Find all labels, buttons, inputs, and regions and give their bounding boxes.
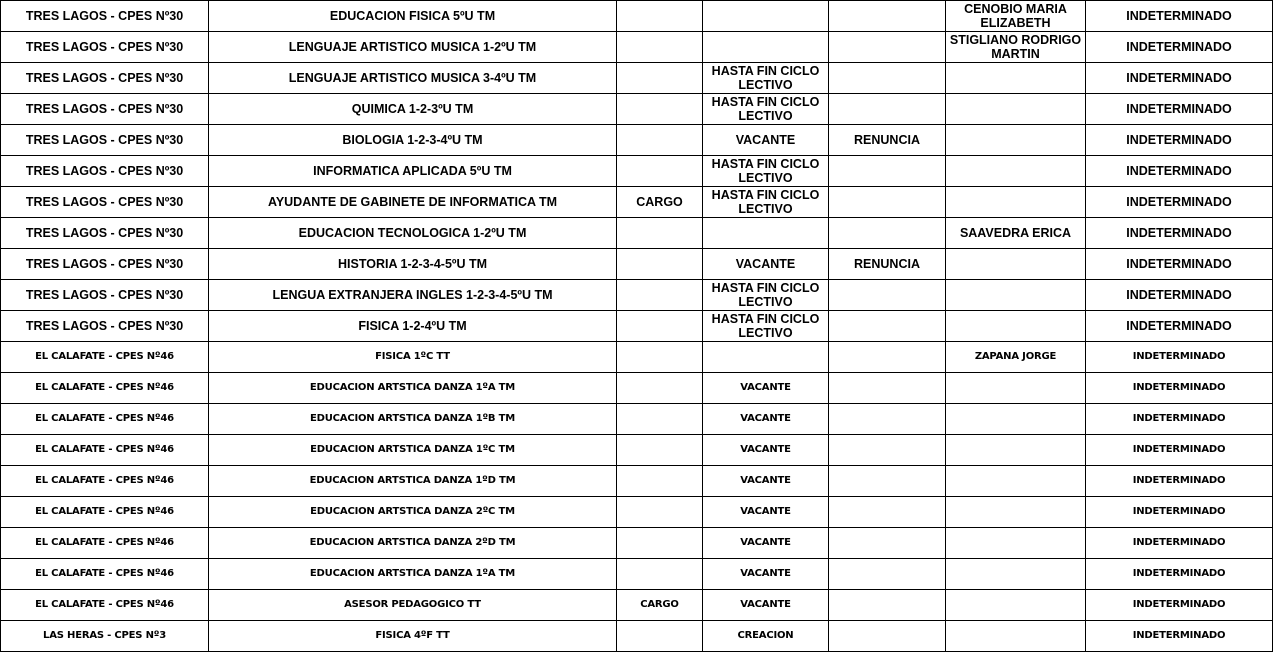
table-row xyxy=(1,559,1273,590)
school-cell: LAS HERAS - CPES Nº3 xyxy=(1,621,209,652)
table-row xyxy=(1,187,1273,218)
subject-cell: EDUCACION TECNOLOGICA 1-2ºU TM xyxy=(209,218,617,249)
table-row xyxy=(1,590,1273,621)
school-cell: EL CALAFATE - CPES Nº46 xyxy=(1,497,209,528)
subject-cell: QUIMICA 1-2-3ºU TM xyxy=(209,94,617,125)
table-row xyxy=(1,156,1273,187)
table-body xyxy=(1,1,1273,652)
reason-cell xyxy=(829,187,946,218)
type-cell: CARGO xyxy=(617,590,703,621)
subject-cell: EDUCACION ARTSTICA DANZA 2ºC TM xyxy=(209,497,617,528)
duration-cell: INDETERMINADO xyxy=(1086,63,1273,94)
reason-cell xyxy=(829,435,946,466)
subject-cell: FISICA 1ºC TT xyxy=(209,342,617,373)
status-cell: HASTA FIN CICLO LECTIVO xyxy=(703,156,829,187)
school-cell: TRES LAGOS - CPES Nº30 xyxy=(1,94,209,125)
duration-cell: INDETERMINADO xyxy=(1086,94,1273,125)
reason-cell xyxy=(829,373,946,404)
type-cell xyxy=(617,280,703,311)
reason-cell xyxy=(829,528,946,559)
duration-cell: INDETERMINADO xyxy=(1086,435,1273,466)
reason-cell: RENUNCIA xyxy=(829,249,946,280)
status-cell xyxy=(703,1,829,32)
type-cell xyxy=(617,125,703,156)
holder-cell xyxy=(946,311,1086,342)
status-cell: VACANTE xyxy=(703,125,829,156)
table-row xyxy=(1,435,1273,466)
table-row xyxy=(1,280,1273,311)
table-row xyxy=(1,249,1273,280)
subject-cell: LENGUA EXTRANJERA INGLES 1-2-3-4-5ºU TM xyxy=(209,280,617,311)
school-cell: EL CALAFATE - CPES Nº46 xyxy=(1,559,209,590)
type-cell xyxy=(617,528,703,559)
school-cell: TRES LAGOS - CPES Nº30 xyxy=(1,187,209,218)
school-cell: TRES LAGOS - CPES Nº30 xyxy=(1,63,209,94)
subject-cell: LENGUAJE ARTISTICO MUSICA 3-4ºU TM xyxy=(209,63,617,94)
status-cell xyxy=(703,218,829,249)
type-cell xyxy=(617,156,703,187)
status-cell: VACANTE xyxy=(703,559,829,590)
school-cell: TRES LAGOS - CPES Nº30 xyxy=(1,125,209,156)
school-cell: EL CALAFATE - CPES Nº46 xyxy=(1,404,209,435)
school-cell: EL CALAFATE - CPES Nº46 xyxy=(1,590,209,621)
holder-cell xyxy=(946,187,1086,218)
reason-cell xyxy=(829,32,946,63)
status-cell: HASTA FIN CICLO LECTIVO xyxy=(703,63,829,94)
duration-cell: INDETERMINADO xyxy=(1086,528,1273,559)
school-cell: TRES LAGOS - CPES Nº30 xyxy=(1,32,209,63)
table-row xyxy=(1,342,1273,373)
duration-cell: INDETERMINADO xyxy=(1086,404,1273,435)
duration-cell: INDETERMINADO xyxy=(1086,621,1273,652)
subject-cell: EDUCACION ARTSTICA DANZA 1ºB TM xyxy=(209,404,617,435)
duration-cell: INDETERMINADO xyxy=(1086,156,1273,187)
reason-cell xyxy=(829,559,946,590)
table-row xyxy=(1,218,1273,249)
holder-cell: SAAVEDRA ERICA xyxy=(946,218,1086,249)
holder-cell xyxy=(946,63,1086,94)
reason-cell xyxy=(829,497,946,528)
subject-cell: EDUCACION ARTSTICA DANZA 2ºD TM xyxy=(209,528,617,559)
duration-cell: INDETERMINADO xyxy=(1086,497,1273,528)
status-cell: VACANTE xyxy=(703,404,829,435)
holder-cell xyxy=(946,497,1086,528)
holder-cell xyxy=(946,94,1086,125)
school-cell: EL CALAFATE - CPES Nº46 xyxy=(1,342,209,373)
holder-cell: ZAPANA JORGE xyxy=(946,342,1086,373)
type-cell xyxy=(617,435,703,466)
subject-cell: HISTORIA 1-2-3-4-5ºU TM xyxy=(209,249,617,280)
type-cell xyxy=(617,466,703,497)
duration-cell: INDETERMINADO xyxy=(1086,187,1273,218)
holder-cell xyxy=(946,156,1086,187)
type-cell xyxy=(617,1,703,32)
subject-cell: LENGUAJE ARTISTICO MUSICA 1-2ºU TM xyxy=(209,32,617,63)
reason-cell xyxy=(829,156,946,187)
table-row xyxy=(1,32,1273,63)
status-cell xyxy=(703,342,829,373)
type-cell xyxy=(617,559,703,590)
table-row xyxy=(1,528,1273,559)
duration-cell: INDETERMINADO xyxy=(1086,218,1273,249)
subject-cell: INFORMATICA APLICADA 5ºU TM xyxy=(209,156,617,187)
school-cell: TRES LAGOS - CPES Nº30 xyxy=(1,156,209,187)
table-row xyxy=(1,373,1273,404)
table-row xyxy=(1,63,1273,94)
status-cell: VACANTE xyxy=(703,497,829,528)
reason-cell xyxy=(829,404,946,435)
type-cell xyxy=(617,32,703,63)
holder-cell xyxy=(946,404,1086,435)
status-cell: VACANTE xyxy=(703,590,829,621)
duration-cell: INDETERMINADO xyxy=(1086,249,1273,280)
holder-cell xyxy=(946,528,1086,559)
type-cell xyxy=(617,218,703,249)
type-cell xyxy=(617,621,703,652)
type-cell xyxy=(617,311,703,342)
duration-cell: INDETERMINADO xyxy=(1086,311,1273,342)
table-row xyxy=(1,125,1273,156)
status-cell: VACANTE xyxy=(703,435,829,466)
reason-cell xyxy=(829,311,946,342)
type-cell xyxy=(617,63,703,94)
reason-cell xyxy=(829,280,946,311)
school-cell: TRES LAGOS - CPES Nº30 xyxy=(1,218,209,249)
duration-cell: INDETERMINADO xyxy=(1086,1,1273,32)
school-cell: TRES LAGOS - CPES Nº30 xyxy=(1,280,209,311)
duration-cell: INDETERMINADO xyxy=(1086,125,1273,156)
subject-cell: EDUCACION FISICA 5ºU TM xyxy=(209,1,617,32)
subject-cell: EDUCACION ARTSTICA DANZA 1ºA TM xyxy=(209,559,617,590)
reason-cell xyxy=(829,218,946,249)
holder-cell xyxy=(946,435,1086,466)
type-cell xyxy=(617,404,703,435)
status-cell: HASTA FIN CICLO LECTIVO xyxy=(703,94,829,125)
reason-cell xyxy=(829,94,946,125)
duration-cell: INDETERMINADO xyxy=(1086,342,1273,373)
status-cell: HASTA FIN CICLO LECTIVO xyxy=(703,187,829,218)
holder-cell xyxy=(946,621,1086,652)
holder-cell xyxy=(946,559,1086,590)
type-cell xyxy=(617,373,703,404)
school-cell: EL CALAFATE - CPES Nº46 xyxy=(1,373,209,404)
holder-cell: CENOBIO MARIA ELIZABETH xyxy=(946,1,1086,32)
duration-cell: INDETERMINADO xyxy=(1086,466,1273,497)
status-cell: HASTA FIN CICLO LECTIVO xyxy=(703,311,829,342)
status-cell: HASTA FIN CICLO LECTIVO xyxy=(703,280,829,311)
duration-cell: INDETERMINADO xyxy=(1086,32,1273,63)
reason-cell xyxy=(829,342,946,373)
school-cell: EL CALAFATE - CPES Nº46 xyxy=(1,528,209,559)
table-row xyxy=(1,621,1273,652)
holder-cell: STIGLIANO RODRIGO MARTIN xyxy=(946,32,1086,63)
status-cell: VACANTE xyxy=(703,373,829,404)
reason-cell xyxy=(829,1,946,32)
school-cell: EL CALAFATE - CPES Nº46 xyxy=(1,466,209,497)
holder-cell xyxy=(946,590,1086,621)
holder-cell xyxy=(946,249,1086,280)
subject-cell: FISICA 4ºF TT xyxy=(209,621,617,652)
subject-cell: EDUCACION ARTSTICA DANZA 1ºC TM xyxy=(209,435,617,466)
status-cell: CREACION xyxy=(703,621,829,652)
table-row xyxy=(1,466,1273,497)
subject-cell: AYUDANTE DE GABINETE DE INFORMATICA TM xyxy=(209,187,617,218)
subject-cell: BIOLOGIA 1-2-3-4ºU TM xyxy=(209,125,617,156)
school-cell: TRES LAGOS - CPES Nº30 xyxy=(1,249,209,280)
duration-cell: INDETERMINADO xyxy=(1086,559,1273,590)
table-row xyxy=(1,404,1273,435)
school-cell: EL CALAFATE - CPES Nº46 xyxy=(1,435,209,466)
school-cell: TRES LAGOS - CPES Nº30 xyxy=(1,311,209,342)
duration-cell: INDETERMINADO xyxy=(1086,590,1273,621)
table-row xyxy=(1,497,1273,528)
table-row xyxy=(1,94,1273,125)
table-row xyxy=(1,1,1273,32)
status-cell xyxy=(703,32,829,63)
school-cell: TRES LAGOS - CPES Nº30 xyxy=(1,1,209,32)
type-cell xyxy=(617,342,703,373)
reason-cell xyxy=(829,621,946,652)
holder-cell xyxy=(946,125,1086,156)
status-cell: VACANTE xyxy=(703,466,829,497)
subject-cell: EDUCACION ARTSTICA DANZA 1ºD TM xyxy=(209,466,617,497)
subject-cell: ASESOR PEDAGOGICO TT xyxy=(209,590,617,621)
holder-cell xyxy=(946,373,1086,404)
status-cell: VACANTE xyxy=(703,528,829,559)
type-cell xyxy=(617,497,703,528)
holder-cell xyxy=(946,280,1086,311)
duration-cell: INDETERMINADO xyxy=(1086,373,1273,404)
reason-cell: RENUNCIA xyxy=(829,125,946,156)
type-cell: CARGO xyxy=(617,187,703,218)
holder-cell xyxy=(946,466,1086,497)
reason-cell xyxy=(829,466,946,497)
type-cell xyxy=(617,94,703,125)
status-cell: VACANTE xyxy=(703,249,829,280)
subject-cell: FISICA 1-2-4ºU TM xyxy=(209,311,617,342)
reason-cell xyxy=(829,63,946,94)
subject-cell: EDUCACION ARTSTICA DANZA 1ºA TM xyxy=(209,373,617,404)
duration-cell: INDETERMINADO xyxy=(1086,280,1273,311)
reason-cell xyxy=(829,590,946,621)
table-row xyxy=(1,311,1273,342)
type-cell xyxy=(617,249,703,280)
